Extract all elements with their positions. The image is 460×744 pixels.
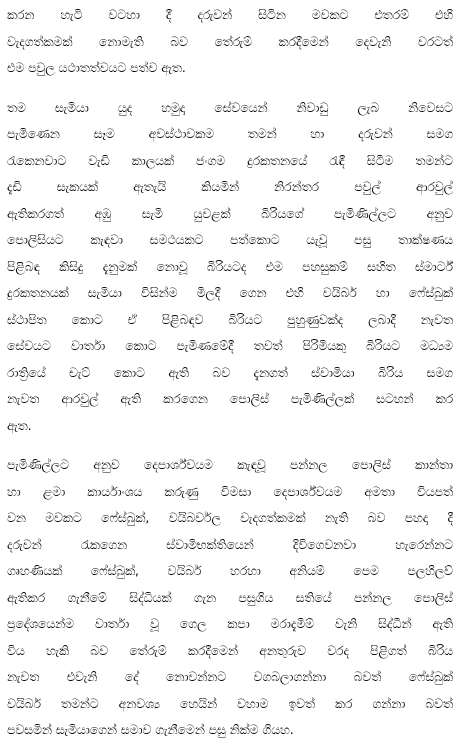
text-line: විය හැකි බව තේරුම් කරදීමෙන් අනතුරුව වරද පිළිගත් බිරිය bbox=[7, 643, 453, 658]
text-line: පැමිණිල්ලට අනුව දෙපාර්ශ්වයම කැඳවූ පන්නල පොලිස් කාන්තා bbox=[7, 458, 453, 472]
text-line: පොලිසියට කැඳවා සමථයකට පත්කොට යැවූ පසු තාක්ෂණය bbox=[7, 233, 453, 247]
text-line: නැවත එවැනි දේ නොවන්නට වගබලාගන්නා බවත් ෆේස්බුක් bbox=[7, 670, 453, 684]
text-line: සේවයට වාර්තා කොට පැමිණමේදී තවත් පිරිමියකු බිරියට මධ්‍යම bbox=[7, 339, 453, 353]
text-line: ප්‍රදේශයෙන්ම වාර්තා වූ ගෙල කපා මරාදැමීම් වැනි සිද්ධීන් ඇති bbox=[7, 617, 453, 631]
text-line: ස්ථාපිත කොට ඒ පිළිබඳව බිරියට පුහුණුවක්ද ලබාදී නැවත bbox=[7, 312, 453, 327]
text-line: වැදගත්කමක් නොමැති බව තේරුම් කරදීමෙන් දෙවැනි වරටත් bbox=[7, 34, 453, 49]
text-line: ගෘහණියක් ෆේස්බුක්, වයිබර් හරහා අනියම් පෙම පලහිලව් bbox=[7, 564, 453, 578]
text-line: ඇත. bbox=[7, 418, 32, 433]
text-line: ඇතිකරගත් අඹු සැමි යුවළක් බිරියගේ පැමිණිල්ලට අනුව bbox=[7, 206, 453, 221]
text-line: තම සැමියා යුද හමුදා සේවයෙන් නිවාඩු ලැබ නිවෙසට bbox=[7, 100, 453, 115]
text-line: දරුවන් රැකගෙන ස්වාමිභක්තියෙන් දිවිගෙවනවා හැරෙන්නට bbox=[7, 537, 453, 552]
text-line: හා ළමා කාර්යාංශය කරුණු විමසා දෙපාර්ශ්වයම අමතා වියපත් bbox=[7, 484, 453, 499]
text-line: වන මවකට ෆේස්බුක්, වයිබර්වල වැදගත්කමක් නැති බව පහදා දී bbox=[7, 511, 453, 525]
paragraph-3 bbox=[7, 452, 453, 744]
text-line: පවසමින් සැමියාගෙන් සමාව ගැනීමෙන් පසු නික්ම ගියහ. bbox=[7, 723, 294, 737]
text-line: පැමිණෙන සෑම අවස්ථාවකම තමන් හා දරුවන් සමග bbox=[7, 127, 453, 141]
paragraph-gap bbox=[7, 439, 453, 452]
text-line: පිළිබඳ කිසිදු දැනුමක් නොවූ බිරියටද එම පහසුකම් සහිත ස්මාර්ට් bbox=[7, 259, 453, 274]
paragraph-gap bbox=[7, 82, 453, 95]
text-line: දැඩි සැකයක් ඇතැයි කියමින් නිරන්තර පවුල් ආරවුල් bbox=[7, 180, 453, 194]
text-line: එම පවුල යථාතත්වයට පත්ව ඇත. bbox=[7, 61, 186, 75]
text-line: රැකෙනවාට වැඩි කාලයක් ජංගම දුරකතනයේ රැඳී සිටීම තමන්ට bbox=[7, 153, 453, 168]
text-line: කරන හැටි වටහා දී දරුවන් සිටින මවකට එතරම් එහි bbox=[7, 8, 453, 22]
text-line: දුරකතනයක් සැමියා විසින්ම මිලදී ගෙන එහි වයිබර් හා ෆේස්බුක් bbox=[7, 286, 453, 300]
paragraph-2 bbox=[7, 95, 453, 440]
document-page bbox=[4, 2, 456, 737]
text-line: වයිබර් තමන්ට අනවශ්‍ය හෙයින් වහාම ඉවත් කර ගන්නා බවත් bbox=[7, 696, 453, 711]
text-line: ඇතිකර ගැනීමේ සිද්ධියක් ගැන පසුගිය සතියේ පන්නල පොලිස් bbox=[7, 590, 453, 605]
text-line: නැවත ආරවුල් ඇති කරගෙන පොලිස් පැමිණිල්ලක් සටහන් කර bbox=[7, 392, 453, 406]
paragraph-1 bbox=[7, 2, 453, 82]
text-line: රාත්‍රියේ චැට් කොට ඇති බව දැනගත් ස්වාමියා බිරිය සමග bbox=[7, 365, 453, 380]
